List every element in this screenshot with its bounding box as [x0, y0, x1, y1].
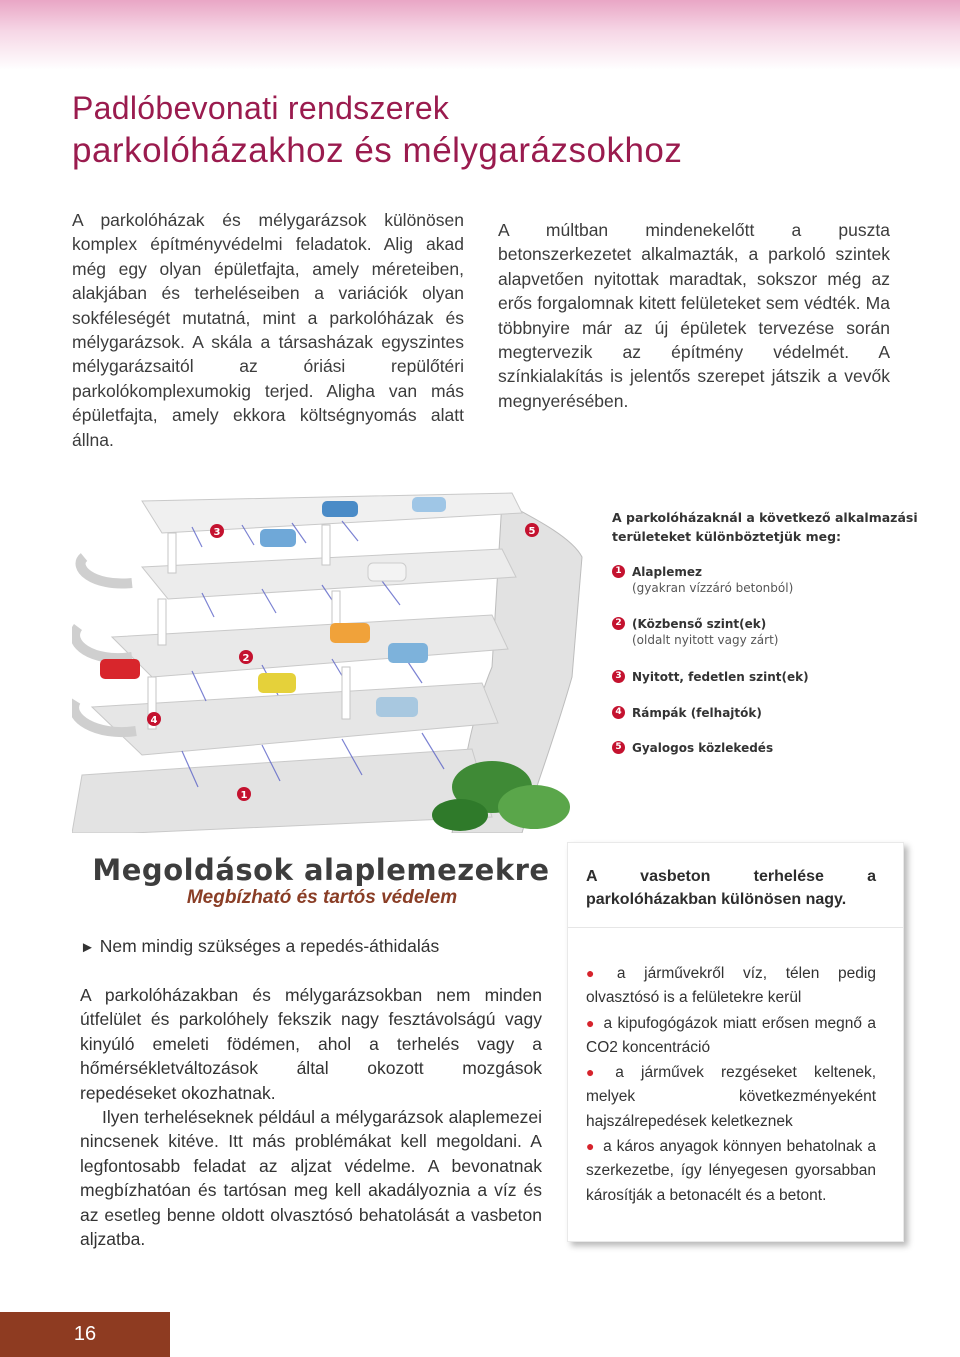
ramp-upper [81, 557, 132, 584]
legend-item-3 [612, 669, 809, 685]
box-heading-line1: A vasbeton terhelése a [586, 868, 876, 885]
car [376, 697, 418, 717]
box-list-item [586, 1011, 876, 1061]
parking-garage-illustration [72, 487, 592, 833]
car [258, 673, 296, 693]
marker-2-label: 2 [242, 653, 250, 664]
car [330, 623, 370, 643]
box-divider [568, 927, 903, 928]
marker-5-label: 5 [528, 526, 536, 537]
legend-item-note: (gyakran vízzáró betonból) [632, 581, 794, 595]
legend-title-line1: A parkolóházaknál a következő alkalmazási [612, 510, 918, 525]
top-gradient-band [0, 0, 960, 70]
legend-item-label: Alaplemez [632, 565, 702, 579]
section-paragraph-2: Ilyen terheléseknek például a mélygarázsok alaplemezei nincsenek kitéve. Itt más problémákat kell megoldani. A legfontosabb feladat az aljzat védelme. A bevonatnak megbízhatóan és tartósan meg kell akadályoznia a víz és az esetleg benne oldott olvasztósó behatolását a vasbeton aljzatba. [80, 1107, 542, 1250]
triangle-bullet-icon: ► [80, 939, 95, 956]
legend-item-2 [612, 616, 778, 648]
legend-number-badge: 3 [612, 670, 625, 683]
floor-slab-base [72, 749, 492, 833]
floor-slab-2 [112, 615, 508, 677]
legend-number-badge: 5 [612, 741, 625, 754]
box-list-item [586, 1134, 876, 1208]
page-number: 16 [0, 1312, 170, 1357]
legend-item-label: (Közbenső szint(ek) [632, 617, 767, 631]
box-list-item [586, 1060, 876, 1134]
red-dot-icon: ● [586, 965, 609, 981]
car [100, 659, 140, 679]
car [260, 529, 296, 547]
box-list-text: a kipufogógázok miatt erősen megnő a CO2 koncentráció [586, 1014, 876, 1056]
box-list-text: a káros anyagok könnyen behatolnak a szerkezetbe, így lényegesen gyorsabban károsítják a betonacélt és a betont. [586, 1138, 876, 1204]
page-title-line1: Padlóbevonati rendszerek [72, 90, 450, 126]
car [322, 501, 358, 517]
legend-number-badge: 2 [612, 617, 625, 630]
box-list-item [586, 961, 876, 1011]
section-title: Megoldások alaplemezekre [92, 853, 550, 887]
legend-item-5 [612, 740, 773, 756]
legend-number-badge: 4 [612, 706, 625, 719]
load-info-box [567, 842, 904, 1242]
page-title [72, 88, 892, 174]
legend-number-badge: 1 [612, 565, 625, 578]
red-dot-icon: ● [586, 1064, 608, 1081]
legend-item-label: Nyitott, fedetlen szint(ek) [632, 670, 809, 684]
red-dot-icon: ● [586, 1138, 596, 1155]
box-list-text: a járművek rezgéseket keltenek, melyek következményeként hajszálrepedések keletkeznek [586, 1064, 876, 1130]
car [412, 497, 446, 512]
intro-left-paragraph: A parkolóházak és mélygarázsok különösen komplex építményvédelmi feladatok. Alig akad még egy olyan épületfajta, amely méreteiben, alakjában és terheléseiben a variációk olyan sokféleségét mutatná, mint a parkolóházak és mélygarázsok. A skála a társasházak egyszintes mélygarázsaitól az óriási repülőtéri parkolókomplexumokig terjed. Aligha van más épületfajta, amely ekkora költségnyomás alatt állna. [72, 210, 464, 450]
legend-item-label: Gyalogos közlekedés [632, 741, 774, 755]
figure-legend [612, 508, 932, 755]
section-body [80, 983, 542, 1251]
legend-item-note: (oldalt nyitott vagy zárt) [632, 633, 779, 647]
box-heading [586, 865, 876, 911]
section-heading [86, 852, 556, 909]
legend-title-line2: területeket különböztetjük meg: [612, 529, 842, 544]
intro-right-paragraph: A múltban mindenekelőtt a puszta betonszerkezetet alkalmazták, a parkoló szintek alapvetően nyitottak maradtak, sokszor még az erős forgalomnak kitett felületeket sem védték. Ma többnyire már az új épületek tervezése során megtervezik az építmény védelmét. A színkialakítás is jelentős szerepet játszik a vevők megnyerésében. [498, 220, 890, 411]
marker-1-label: 1 [240, 790, 248, 801]
section-bullet-text: Nem mindig szükséges a repedés-áthidalás [99, 936, 440, 956]
marker-3-label: 3 [213, 527, 221, 538]
box-heading-line2: parkolóházakban különösen nagy. [586, 891, 847, 908]
legend-item-1 [612, 564, 793, 596]
red-dot-icon: ● [586, 1014, 596, 1031]
page-title-line2: parkolóházakhoz és mélygarázsokhoz [72, 131, 683, 170]
car [388, 643, 428, 663]
box-bullet-list [586, 961, 876, 1208]
section-paragraph-1: A parkolóházakban és mélygarázsokban nem minden útfelület és parkolóhely fekszik nagy fesztávolságú vagy kinyúló emeleti födémen, ahol a terhelés vagy a hőmérsékletváltozások által okozott mozgások repedéseket okozhatnak. [80, 985, 542, 1103]
legend-title [612, 508, 932, 546]
marker-4-label: 4 [150, 715, 158, 726]
legend-item-4 [612, 705, 762, 721]
car [368, 563, 406, 581]
section-subtitle: Megbízható és tartós védelem [186, 887, 458, 908]
box-list-text: a járművekről víz, télen pedig olvasztósó is a felületekre kerül [586, 965, 876, 1007]
legend-item-label: Rámpák (felhajtók) [632, 706, 762, 720]
section-bullet [80, 934, 439, 960]
